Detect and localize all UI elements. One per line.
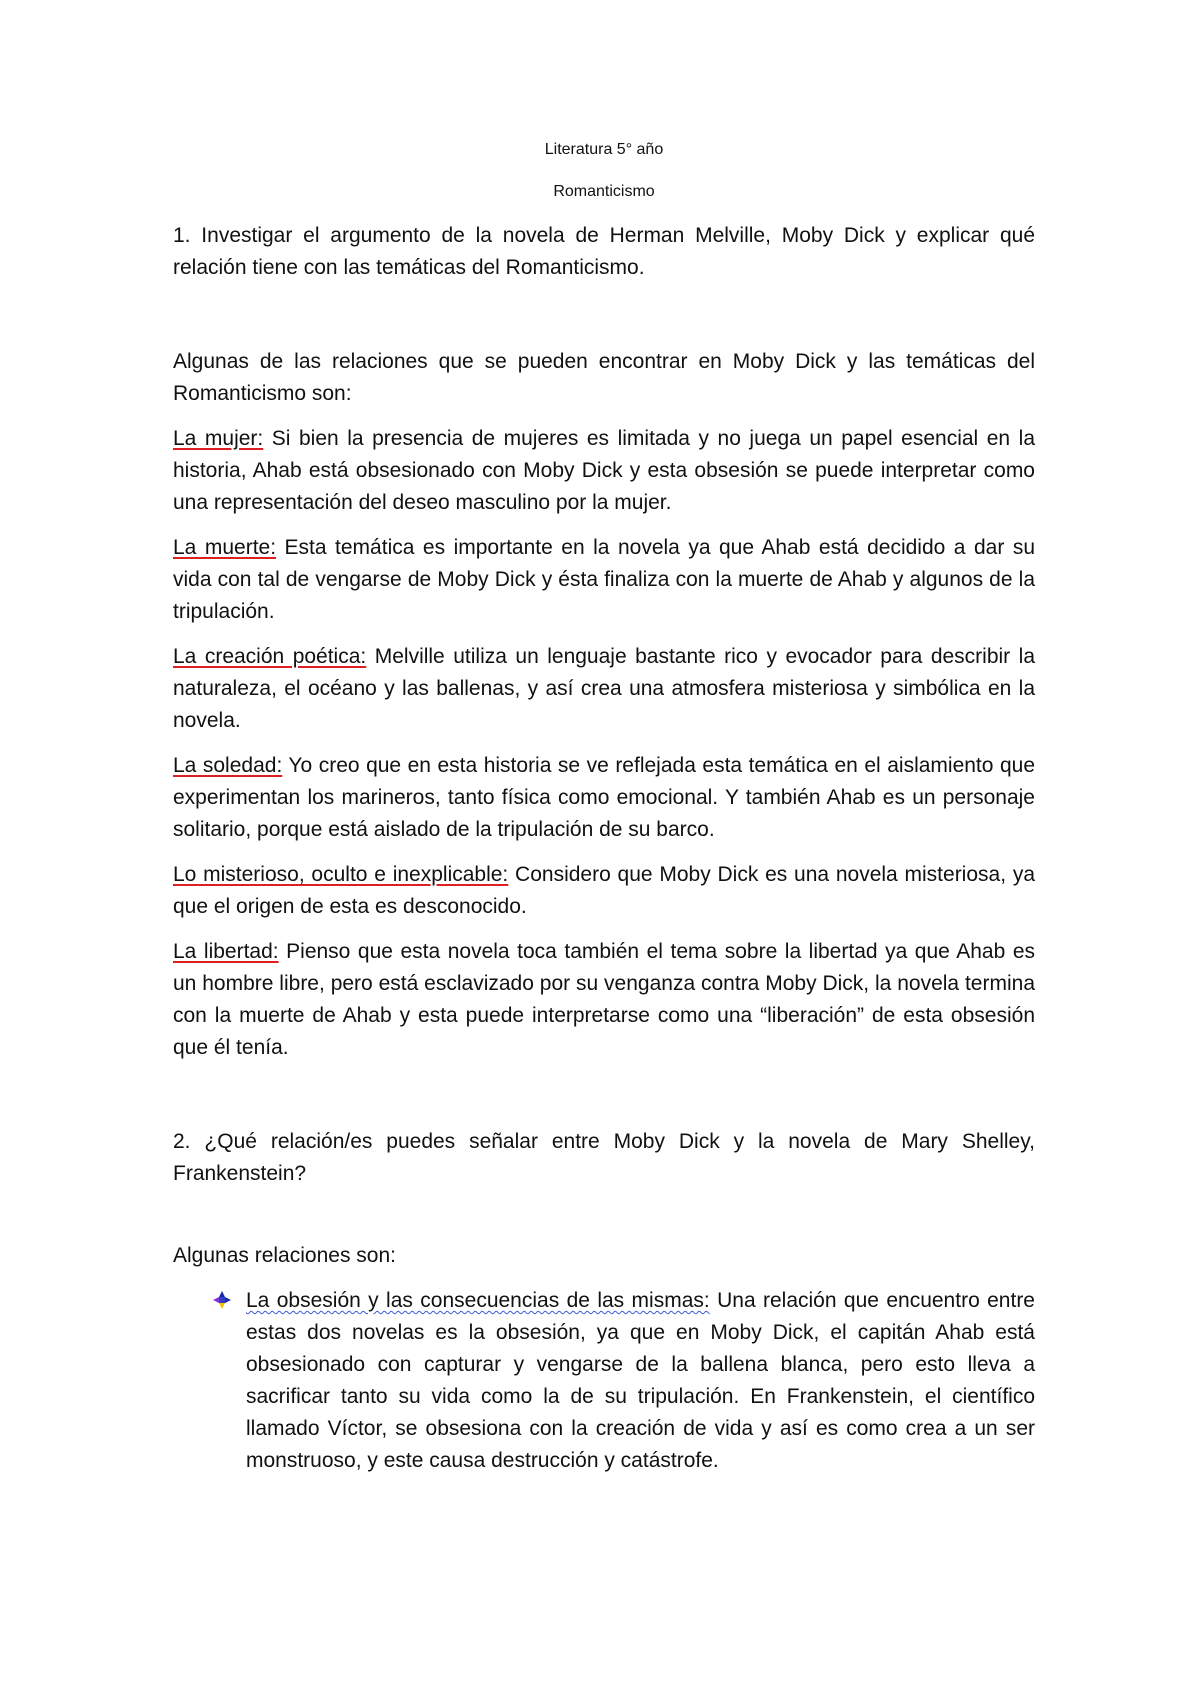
theme-paragraph-mujer (173, 423, 1035, 519)
theme-label: La muerte: (173, 536, 277, 559)
relations-list (173, 1285, 1035, 1477)
theme-text: Melville utiliza un lenguaje bastante rico y evocador para describir la naturaleza, el océano y las ballenas, y así crea una atmosfera misteriosa y simbólica en la novela. (173, 645, 1035, 732)
theme-paragraph-misterioso (173, 859, 1035, 923)
theme-text: Pienso que esta novela toca también el tema sobre la libertad ya que Ahab es un hombre libre, pero está esclavizado por su venganza contra Moby Dick, la novela termina con la muerte de Ahab y esta puede interpretarse como una “liberación” de esta obsesión que él tenía. (173, 940, 1035, 1059)
theme-label: La libertad: (173, 940, 279, 963)
theme-paragraph-soledad (173, 750, 1035, 846)
arrow-bullet-icon (213, 1291, 231, 1309)
document-subtitle: Romanticismo (553, 183, 655, 200)
bullet-text: Una relación que encuentro entre estas dos novelas es la obsesión, ya que en Moby Dick, el capitán Ahab está obsesionado con capturar y vengarse de la ballena blanca, pero esto lleva a sacrificar tanto su vida como la de su tripulación. En Frankenstein, el científico llamado Víctor, se obsesiona con la creación de vida y así es como crea a un ser monstruoso, y este causa destrucción y catástrofe. (246, 1289, 1035, 1472)
theme-label: La mujer: (173, 427, 264, 450)
theme-label: La creación poética: (173, 645, 367, 668)
document-title: Literatura 5° año (544, 141, 664, 158)
question-2: 2. ¿Qué relación/es puedes señalar entre Moby Dick y la novela de Mary Shelley, Frankenstein? (173, 1130, 1035, 1185)
theme-paragraph-libertad (173, 936, 1035, 1064)
bullet-label: La obsesión y las consecuencias de las mismas: (246, 1289, 710, 1312)
intro-paragraph-1: Algunas de las relaciones que se pueden encontrar en Moby Dick y las temáticas del Romanticismo son: (173, 350, 1035, 405)
theme-label: La soledad: (173, 754, 283, 777)
theme-paragraph-muerte (173, 532, 1035, 628)
document-page (173, 140, 1035, 1477)
theme-text: Esta temática es importante en la novela ya que Ahab está decidido a dar su vida con tal de vengarse de Moby Dick y ésta finaliza con la muerte de Ahab y algunos de la tripulación. (173, 536, 1035, 623)
intro-paragraph-2: Algunas relaciones son: (173, 1244, 396, 1267)
theme-paragraph-creacion-poetica (173, 641, 1035, 737)
theme-label: Lo misterioso, oculto e inexplicable: (173, 863, 509, 886)
theme-text: Considero que Moby Dick es una novela misteriosa, ya que el origen de esta es desconocido. (173, 863, 1035, 918)
list-item (246, 1285, 1035, 1477)
theme-text: Si bien la presencia de mujeres es limitada y no juega un papel esencial en la historia, Ahab está obsesionado con Moby Dick y esta obsesión se puede interpretar como una representación del deseo masculino por la mujer. (173, 427, 1035, 514)
theme-text: Yo creo que en esta historia se ve reflejada esta temática en el aislamiento que experimentan los marineros, tanto física como emocional. Y también Ahab es un personaje solitario, porque está aislado de la tripulación de su barco. (173, 754, 1035, 841)
question-1: 1. Investigar el argumento de la novela de Herman Melville, Moby Dick y explicar qué relación tiene con las temáticas del Romanticismo. (173, 224, 1035, 279)
